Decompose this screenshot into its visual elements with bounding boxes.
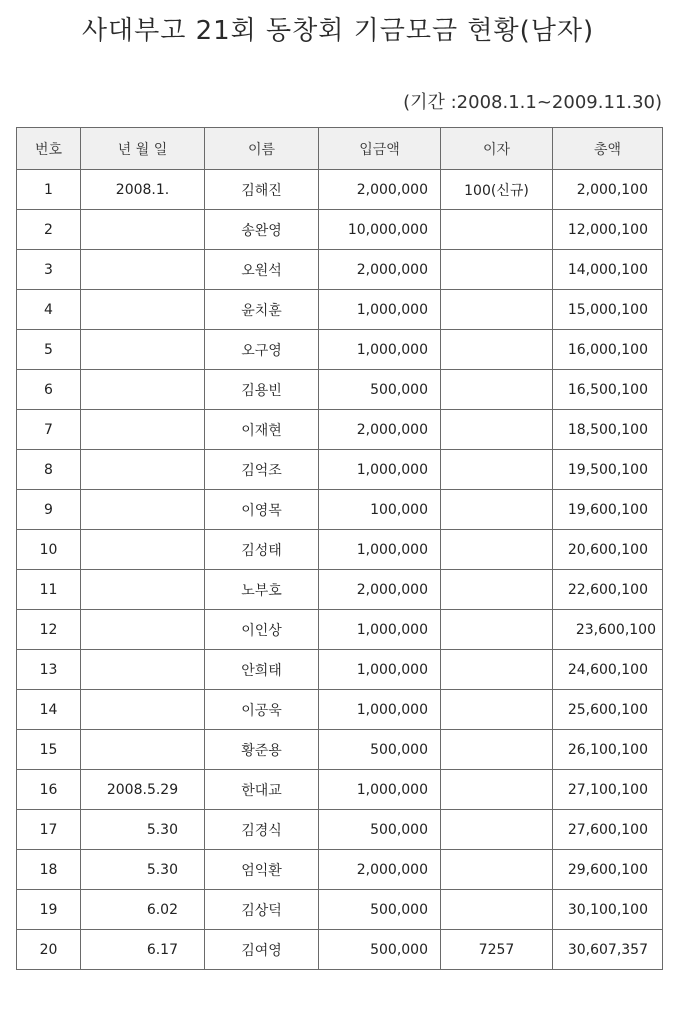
cell-deposit: 2,000,000 [319, 410, 441, 450]
fund-table [16, 127, 663, 970]
cell-name: 이영목 [205, 490, 319, 530]
cell-name: 김경식 [205, 810, 319, 850]
cell-total: 29,600,100 [553, 850, 663, 890]
table-body [17, 170, 663, 970]
cell-name: 엄익환 [205, 850, 319, 890]
cell-deposit: 500,000 [319, 890, 441, 930]
cell-no: 20 [17, 930, 81, 970]
cell-interest: 7257 [441, 930, 553, 970]
cell-date [81, 610, 205, 650]
table-row [17, 770, 663, 810]
cell-interest [441, 530, 553, 570]
cell-name: 황준용 [205, 730, 319, 770]
cell-total: 20,600,100 [553, 530, 663, 570]
cell-interest [441, 850, 553, 890]
cell-name: 오구영 [205, 330, 319, 370]
cell-no: 14 [17, 690, 81, 730]
cell-no: 13 [17, 650, 81, 690]
cell-date [81, 370, 205, 410]
cell-total: 25,600,100 [553, 690, 663, 730]
cell-deposit: 1,000,000 [319, 530, 441, 570]
cell-date [81, 330, 205, 370]
cell-no: 17 [17, 810, 81, 850]
cell-deposit: 2,000,000 [319, 250, 441, 290]
table-row [17, 690, 663, 730]
cell-no: 16 [17, 770, 81, 810]
header-date: 년 월 일 [81, 128, 205, 170]
header-no: 번호 [17, 128, 81, 170]
cell-no: 7 [17, 410, 81, 450]
cell-date: 5.30 [81, 850, 205, 890]
cell-name: 한대교 [205, 770, 319, 810]
cell-total: 24,600,100 [553, 650, 663, 690]
table-row [17, 450, 663, 490]
cell-name: 이인상 [205, 610, 319, 650]
cell-date: 2008.5.29 [81, 770, 205, 810]
cell-date [81, 250, 205, 290]
table-row [17, 810, 663, 850]
header-deposit: 입금액 [319, 128, 441, 170]
cell-no: 6 [17, 370, 81, 410]
cell-total: 12,000,100 [553, 210, 663, 250]
cell-deposit: 1,000,000 [319, 650, 441, 690]
cell-no: 8 [17, 450, 81, 490]
cell-interest [441, 570, 553, 610]
cell-no: 4 [17, 290, 81, 330]
table-row [17, 490, 663, 530]
cell-deposit: 2,000,000 [319, 170, 441, 210]
cell-interest [441, 610, 553, 650]
cell-date: 2008.1. [81, 170, 205, 210]
cell-interest [441, 690, 553, 730]
cell-deposit: 500,000 [319, 930, 441, 970]
cell-deposit: 10,000,000 [319, 210, 441, 250]
cell-total: 16,500,100 [553, 370, 663, 410]
table-row [17, 650, 663, 690]
cell-name: 김성태 [205, 530, 319, 570]
table-row [17, 730, 663, 770]
cell-date [81, 730, 205, 770]
table-row [17, 930, 663, 970]
cell-no: 3 [17, 250, 81, 290]
cell-total: 18,500,100 [553, 410, 663, 450]
cell-name: 오원석 [205, 250, 319, 290]
cell-interest [441, 890, 553, 930]
cell-name: 김상덕 [205, 890, 319, 930]
cell-total: 26,100,100 [553, 730, 663, 770]
cell-date [81, 650, 205, 690]
cell-total: 14,000,100 [553, 250, 663, 290]
document-title: 사대부고 21회 동창회 기금모금 현황(남자) [81, 16, 595, 46]
cell-date [81, 530, 205, 570]
cell-total: 22,600,100 [553, 570, 663, 610]
cell-total: 27,600,100 [553, 810, 663, 850]
cell-deposit: 2,000,000 [319, 850, 441, 890]
cell-interest [441, 810, 553, 850]
cell-date [81, 290, 205, 330]
cell-interest [441, 210, 553, 250]
table-header [17, 128, 663, 170]
header-row [17, 128, 663, 170]
cell-total: 27,100,100 [553, 770, 663, 810]
cell-total: 30,607,357 [553, 930, 663, 970]
cell-name: 김해진 [205, 170, 319, 210]
cell-total: 19,600,100 [553, 490, 663, 530]
cell-interest [441, 650, 553, 690]
cell-deposit: 1,000,000 [319, 770, 441, 810]
cell-date [81, 210, 205, 250]
cell-date: 6.17 [81, 930, 205, 970]
cell-date [81, 450, 205, 490]
table-row [17, 570, 663, 610]
table-row [17, 410, 663, 450]
cell-deposit: 1,000,000 [319, 610, 441, 650]
cell-interest [441, 410, 553, 450]
cell-no: 11 [17, 570, 81, 610]
cell-interest: 100(신규) [441, 170, 553, 210]
cell-deposit: 1,000,000 [319, 330, 441, 370]
cell-date [81, 490, 205, 530]
cell-deposit: 100,000 [319, 490, 441, 530]
cell-interest [441, 770, 553, 810]
cell-date [81, 570, 205, 610]
cell-interest [441, 330, 553, 370]
cell-name: 윤치훈 [205, 290, 319, 330]
cell-deposit: 1,000,000 [319, 690, 441, 730]
table-row [17, 210, 663, 250]
cell-date: 5.30 [81, 810, 205, 850]
cell-total: 30,100,100 [553, 890, 663, 930]
cell-interest [441, 290, 553, 330]
cell-name: 김여영 [205, 930, 319, 970]
cell-name: 송완영 [205, 210, 319, 250]
table-row [17, 290, 663, 330]
cell-no: 19 [17, 890, 81, 930]
cell-no: 10 [17, 530, 81, 570]
cell-interest [441, 490, 553, 530]
cell-deposit: 500,000 [319, 810, 441, 850]
cell-date [81, 690, 205, 730]
period-label: (기간 :2008.1.1~2009.11.30) [403, 92, 662, 113]
cell-interest [441, 450, 553, 490]
cell-total: 23,600,100 [553, 610, 663, 650]
cell-deposit: 500,000 [319, 730, 441, 770]
header-interest: 이자 [441, 128, 553, 170]
cell-no: 9 [17, 490, 81, 530]
cell-name: 이공욱 [205, 690, 319, 730]
header-name: 이름 [205, 128, 319, 170]
table-row [17, 890, 663, 930]
cell-total: 2,000,100 [553, 170, 663, 210]
cell-no: 18 [17, 850, 81, 890]
cell-date [81, 410, 205, 450]
cell-interest [441, 730, 553, 770]
cell-total: 16,000,100 [553, 330, 663, 370]
cell-interest [441, 250, 553, 290]
cell-date: 6.02 [81, 890, 205, 930]
table-row [17, 330, 663, 370]
cell-interest [441, 370, 553, 410]
cell-no: 1 [17, 170, 81, 210]
cell-name: 김억조 [205, 450, 319, 490]
cell-deposit: 500,000 [319, 370, 441, 410]
table-row [17, 530, 663, 570]
table-row [17, 850, 663, 890]
cell-deposit: 1,000,000 [319, 450, 441, 490]
cell-no: 15 [17, 730, 81, 770]
cell-no: 12 [17, 610, 81, 650]
table-row [17, 170, 663, 210]
cell-total: 15,000,100 [553, 290, 663, 330]
table-row [17, 370, 663, 410]
cell-total: 19,500,100 [553, 450, 663, 490]
cell-deposit: 2,000,000 [319, 570, 441, 610]
cell-name: 김용빈 [205, 370, 319, 410]
header-total: 총액 [553, 128, 663, 170]
cell-deposit: 1,000,000 [319, 290, 441, 330]
cell-name: 이재현 [205, 410, 319, 450]
cell-no: 5 [17, 330, 81, 370]
cell-name: 노부호 [205, 570, 319, 610]
table-row [17, 250, 663, 290]
table-row [17, 610, 663, 650]
cell-no: 2 [17, 210, 81, 250]
cell-name: 안희태 [205, 650, 319, 690]
